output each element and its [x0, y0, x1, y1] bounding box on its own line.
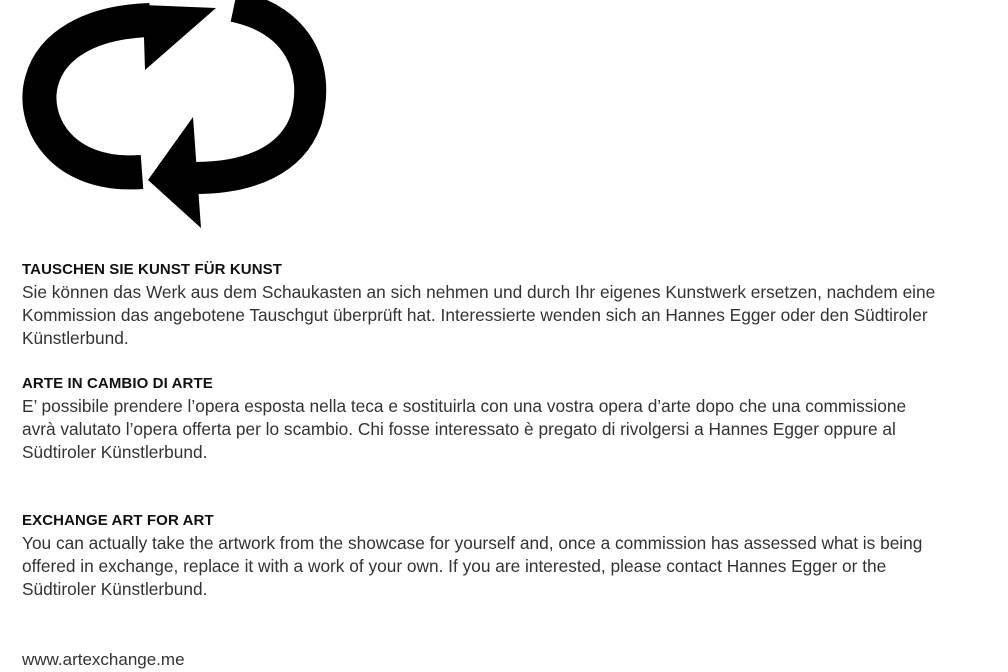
section-german: [22, 259, 935, 350]
section-english: [22, 510, 922, 601]
text-line: Südtiroler Künstlerbund.: [22, 579, 208, 599]
section-italian: [22, 373, 906, 464]
section-heading: ARTE IN CAMBIO DI ARTE: [22, 375, 213, 392]
text-line: offered in exchange, replace it with a work of your own. If you are interested, please contact Hannes Egger or the: [22, 556, 887, 576]
section-heading: EXCHANGE ART FOR ART: [22, 512, 214, 529]
text-line: E’ possibile prendere l’opera esposta nella teca e sostituirla con una vostra opera d’arte dopo che una commissione: [22, 396, 907, 416]
section-heading: TAUSCHEN SIE KUNST FÜR KUNST: [22, 261, 283, 278]
text-line: Künstlerbund.: [22, 328, 129, 348]
text-line: Sie können das Werk aus dem Schaukasten an sich nehmen und durch Ihr eigenes Kunstwerk ersetzen, nachdem eine: [22, 282, 936, 302]
text-line: Kommission das angebotene Tauschgut überprüft hat. Interessierte wenden sich an Hannes Egger oder den Südtiroler: [22, 305, 928, 325]
website-link[interactable]: www.artexchange.me: [22, 650, 185, 669]
exchange-arrows-icon: [0, 0, 340, 240]
text-line: You can actually take the artwork from the showcase for yourself and, once a commission has assessed what is being: [22, 533, 923, 553]
text-line: Südtiroler Künstlerbund.: [22, 442, 208, 462]
text-line: avrà valutato l’opera offerta per lo scambio. Chi fosse interessato è pregato di rivolgersi a Hannes Egger oppure al: [22, 419, 896, 439]
